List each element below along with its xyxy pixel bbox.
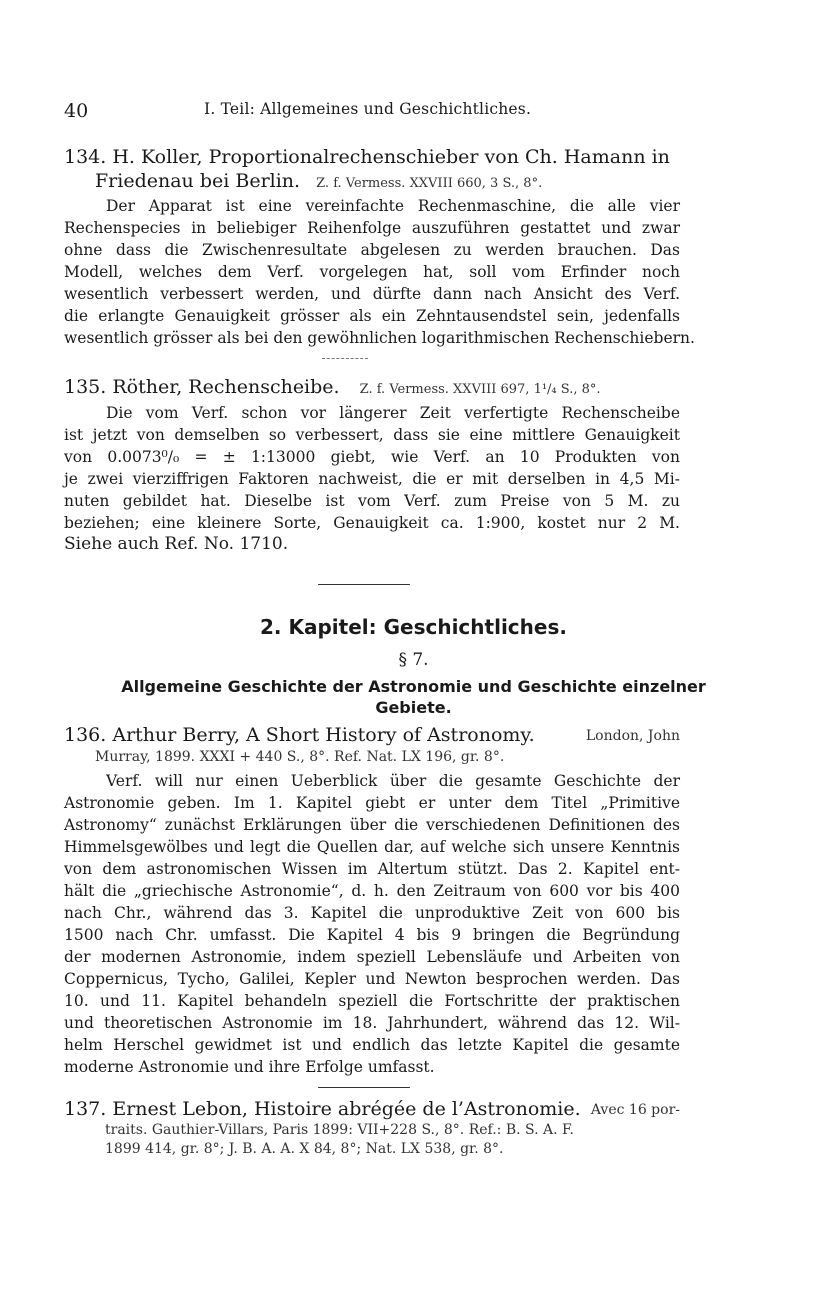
entry-137-reference: traits. Gauthier-Villars, Paris 1899: VII+228 S., 8°. Ref.: B. S. A. F. (105, 1122, 574, 1138)
entry-134-body-line: Modell, welches dem Verf. vorgelegen hat, soll vom Erfinder noch (64, 263, 680, 281)
section-title: Allgemeine Geschichte der Astronomie und Geschichte einzelner (121, 677, 706, 696)
entry-135-title: 135. Röther, Rechenscheibe. (64, 376, 340, 398)
entry-134-body-line: Rechenspecies in beliebiger Reihenfolge auszuführen gestattet und zwar (64, 219, 680, 237)
entry-134-body-line: ohne dass die Zwischenresultate abgelesen zu werden brauchen. Das (64, 241, 680, 259)
entry-136-body-line: hält die „griechische Astronomie“, d. h. den Zeitraum von 600 vor bis 400 (64, 882, 680, 900)
entry-136-body-line: helm Herschel gewidmet ist und endlich das letzte Kapitel die gesamte (64, 1036, 680, 1054)
entry-134-body-line: wesentlich grösser als bei den gewöhnlichen logarithmischen Rechenschiebern. (64, 329, 695, 347)
entry-135-title-line (64, 376, 601, 398)
entry-137-note: Avec 16 por- (590, 1102, 680, 1118)
entry-136-body-line: von dem astronomischen Wissen im Altertum stützt. Das 2. Kapitel ent- (64, 860, 680, 878)
entry-136-body-line: Himmelsgewölbes und legt die Quellen dar, auf welche sich unsere Kenntnis (64, 838, 680, 856)
entry-136-body-line: Verf. will nur einen Ueberblick über die gesamte Geschichte der (106, 772, 680, 790)
paragraph-number: § 7. (398, 650, 429, 670)
entry-136-body-line: nach Chr., während das 3. Kapitel die unproduktive Zeit von 600 bis (64, 904, 680, 922)
section-title-cont: Gebiete. (375, 698, 452, 717)
entry-137-title-line (64, 1098, 680, 1120)
chapter-title: 2. Kapitel: Geschichtliches. (260, 615, 567, 639)
entry-136-publisher: London, John (585, 728, 680, 744)
entry-137-reference-cont: 1899 414, gr. 8°; J. B. A. A. X 84, 8°; Nat. LX 538, gr. 8°. (105, 1141, 504, 1157)
separator-rule (318, 584, 410, 585)
entry-136-body-line: 10. und 11. Kapitel behandeln speziell die Fortschritte der praktischen (64, 992, 680, 1010)
entry-135-body-line: nuten gebildet hat. Dieselbe ist vom Verf. zum Preise von 5 M. zu (64, 492, 680, 510)
entry-134-reference: Z. f. Vermess. XXVIII 660, 3 S., 8°. (316, 176, 543, 191)
separator-dashed (322, 358, 368, 359)
entry-136-body-line: 1500 nach Chr. umfasst. Die Kapitel 4 bis 9 bringen die Begründung (64, 926, 680, 944)
entry-136-title: 136. Arthur Berry, A Short History of Astronomy. (64, 724, 535, 746)
entry-135-body-line: Die vom Verf. schon vor längerer Zeit verfertigte Rechenscheibe (106, 404, 680, 422)
entry-135-body-line: von 0.0073⁰/₀ = ± 1:13000 giebt, wie Verf. an 10 Produkten von (64, 448, 680, 466)
entry-134-title-cont (95, 170, 542, 192)
entry-136-body-line: Astronomie geben. Im 1. Kapitel giebt er unter dem Titel „Primitive (64, 794, 680, 812)
page-number: 40 (64, 100, 89, 122)
entry-136-title-line (64, 724, 680, 746)
entry-136-body-line: und theoretischen Astronomie im 18. Jahrhundert, während das 12. Wil- (64, 1014, 680, 1032)
entry-134-body-line: die erlangte Genauigkeit grösser als ein Zehntausendstel sein, jedenfalls (64, 307, 680, 325)
entry-134-title: 134. H. Koller, Proportionalrechenschieber von Ch. Hamann in (64, 146, 670, 168)
entry-135-reference: Z. f. Vermess. XXVIII 697, 1¹/₄ S., 8°. (359, 382, 601, 397)
entry-135-body-line: ist jetzt von demselben so verbessert, dass sie eine mittlere Genauigkeit (64, 426, 680, 444)
entry-134-title-end: Friedenau bei Berlin. (95, 170, 301, 192)
entry-134-body-line: Der Apparat ist eine vereinfachte Rechenmaschine, die alle vier (106, 197, 680, 215)
entry-136-body-line: Astronomy“ zunächst Erklärungen über die verschiedenen Definitionen des (64, 816, 680, 834)
entry-135-body-line: Siehe auch Ref. No. 1710. (64, 534, 289, 554)
entry-135-body-line: beziehen; eine kleinere Sorte, Genauigkeit ca. 1:900, kostet nur 2 M. (64, 514, 680, 532)
running-title: I. Teil: Allgemeines und Geschichtliches. (204, 100, 532, 118)
entry-136-body-line: moderne Astronomie und ihre Erfolge umfasst. (64, 1058, 435, 1076)
entry-137-title: 137. Ernest Lebon, Histoire abrégée de l’Astronomie. (64, 1098, 581, 1120)
entry-136-body-line: der modernen Astronomie, indem speziell Lebensläufe und Arbeiten von (64, 948, 680, 966)
separator-rule (318, 1087, 410, 1088)
entry-136-reference: Murray, 1899. XXXI + 440 S., 8°. Ref. Nat. LX 196, gr. 8°. (95, 749, 505, 765)
entry-135-body-line: je zwei vierziffrigen Faktoren nachweist, die er mit derselben in 4,5 Mi- (64, 470, 680, 488)
entry-136-body-line: Coppernicus, Tycho, Galilei, Kepler und Newton besprochen werden. Das (64, 970, 680, 988)
entry-134-body-line: wesentlich verbessert werden, und dürfte dann nach Ansicht des Verf. (64, 285, 680, 303)
